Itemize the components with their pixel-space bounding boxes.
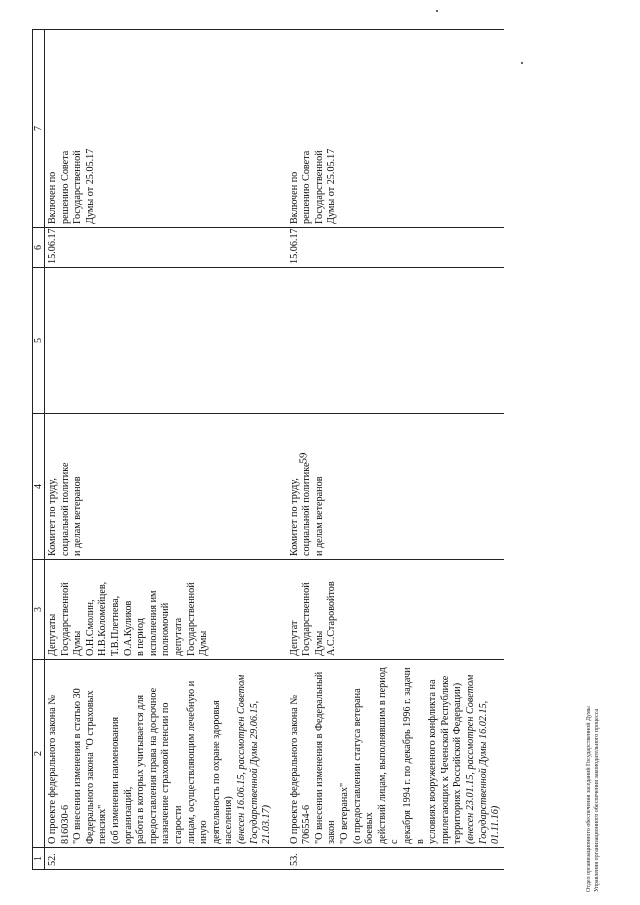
rotated-table-frame (32, 30, 502, 870)
author-line: А.С.Старовойтов (326, 581, 338, 656)
bill-title-line: назначение страховой пенсии по старости (160, 702, 184, 844)
row-number: 53. (288, 848, 504, 870)
committee-cell (45, 414, 288, 560)
bill-title-line: О проекте федерального закона № 706554-6 (288, 694, 313, 844)
author-line: полномочий (160, 602, 172, 656)
bill-note-line: Государственной Думы 29.06.15, 21.03.17) (248, 700, 273, 844)
bill-title-line: декабря 1994 г. по декабрь 1996 г. задачи в (402, 667, 426, 844)
author-line: Депутаты (47, 613, 58, 656)
decision-line: Думы от 25.05.17 (326, 148, 338, 224)
column-number: 6 (33, 228, 45, 268)
author-line: Думы (198, 630, 210, 656)
decision-line: решению Совета (301, 150, 313, 224)
page-number: 59 (297, 452, 310, 464)
column-number: 2 (33, 660, 45, 848)
decision-line: Государственной (313, 150, 325, 224)
bill-title-line: лицам, осуществляющим лечебную и иную (185, 680, 210, 844)
bill-title-cell (288, 660, 504, 848)
bill-note-line: (внесен 16.06.15, рассмотрен Советом (235, 674, 247, 844)
bill-note-line: Государственной Думы 16.02.15, 01.11.16) (477, 700, 502, 844)
scan-speck (521, 62, 523, 64)
author-line: О.Н.Смолин, (84, 599, 96, 656)
author-line: Государственной (301, 582, 313, 656)
date-cell: 15.06.17 (288, 228, 504, 268)
decision-cell (288, 30, 504, 228)
footer-line: Управления организационного обеспечения законодательного процесса (593, 708, 600, 892)
bill-title-line: О проекте федерального закона № 816030-6 (47, 694, 71, 844)
author-line: Н.В.Коломейцев, (97, 581, 109, 656)
author-line: Т.В.Плетнева, (109, 595, 121, 656)
bill-title-line: (о предоставлении статуса ветерана боевых (351, 688, 376, 844)
bill-note-line: (внесен 23.01.15, рассмотрен Советом (465, 674, 476, 844)
author-line: Думы (72, 630, 84, 656)
column-number: 4 (33, 414, 45, 560)
bill-title-line: работа в которых учитывается для (135, 694, 147, 844)
bill-title-line: (об изменении наименования организаций, (109, 716, 134, 844)
decision-line: Государственной (72, 150, 84, 224)
author-line: Государственной (59, 582, 71, 656)
author-line: в период (135, 618, 147, 656)
column-number: 7 (33, 30, 45, 228)
column-number: 1 (33, 848, 45, 870)
committee-line: и делам ветеранов (313, 476, 325, 556)
bill-title-line: деятельность по охране здоровья населения) (210, 700, 235, 844)
decision-line: Включен по (288, 171, 300, 224)
column-5-cell (288, 268, 504, 414)
bill-title-line: условиях вооруженного конфликта на (427, 679, 439, 844)
bill-title-line: "О внесении изменения в Федеральный закон (313, 671, 338, 844)
author-line: Думы (313, 630, 325, 656)
author-line: Депутат (288, 620, 300, 656)
author-line: Государственной (185, 582, 197, 656)
committee-cell (288, 414, 504, 560)
bill-title-line: "О ветеранах" (339, 782, 351, 844)
author-line: депутата (172, 617, 184, 656)
scan-speck (436, 10, 438, 12)
decision-line: Включен по (47, 171, 58, 224)
bill-title-line: "О внесении изменения в статью 30 (72, 688, 84, 844)
bill-title-line: Федерального закона "О страховых пенсиях" (84, 690, 109, 844)
author-line: исполнения им (147, 590, 159, 656)
bill-title-line: прилегающих к Чеченской Республике (439, 675, 451, 844)
bill-title-line: предоставления права на досрочное (147, 687, 159, 844)
author-line: О.А.Куликов (122, 600, 134, 656)
decision-line: Думы от 25.05.17 (84, 148, 96, 224)
committee-line: социальной политике (301, 462, 313, 556)
column-numbers-row (33, 30, 45, 870)
column-5-cell (45, 268, 288, 414)
bill-title-line: действий лицам, выполнявшим в период с (376, 667, 401, 844)
bills-table (32, 29, 504, 870)
authors-cell (45, 560, 288, 660)
committee-line: Комитет по труду, (288, 478, 300, 556)
decision-line: решению Совета (59, 150, 71, 224)
footer-line: Отдел организационного обеспечения заседаний Государственной Думы (586, 706, 592, 892)
column-number: 3 (33, 560, 45, 660)
date-cell: 15.06.17 (45, 228, 288, 268)
row-number: 52. (45, 848, 288, 870)
committee-line: социальной политике (59, 462, 71, 556)
table-row (45, 30, 288, 870)
committee-line: Комитет по труду, (47, 478, 58, 556)
authors-cell (288, 560, 504, 660)
column-number: 5 (33, 268, 45, 414)
bill-title-line: территориях Российской Федерации) (452, 682, 464, 844)
table-row (288, 30, 504, 870)
page-footer (586, 602, 601, 892)
decision-cell (45, 30, 288, 228)
bill-title-cell (45, 660, 288, 848)
committee-line: и делам ветеранов (72, 476, 84, 556)
